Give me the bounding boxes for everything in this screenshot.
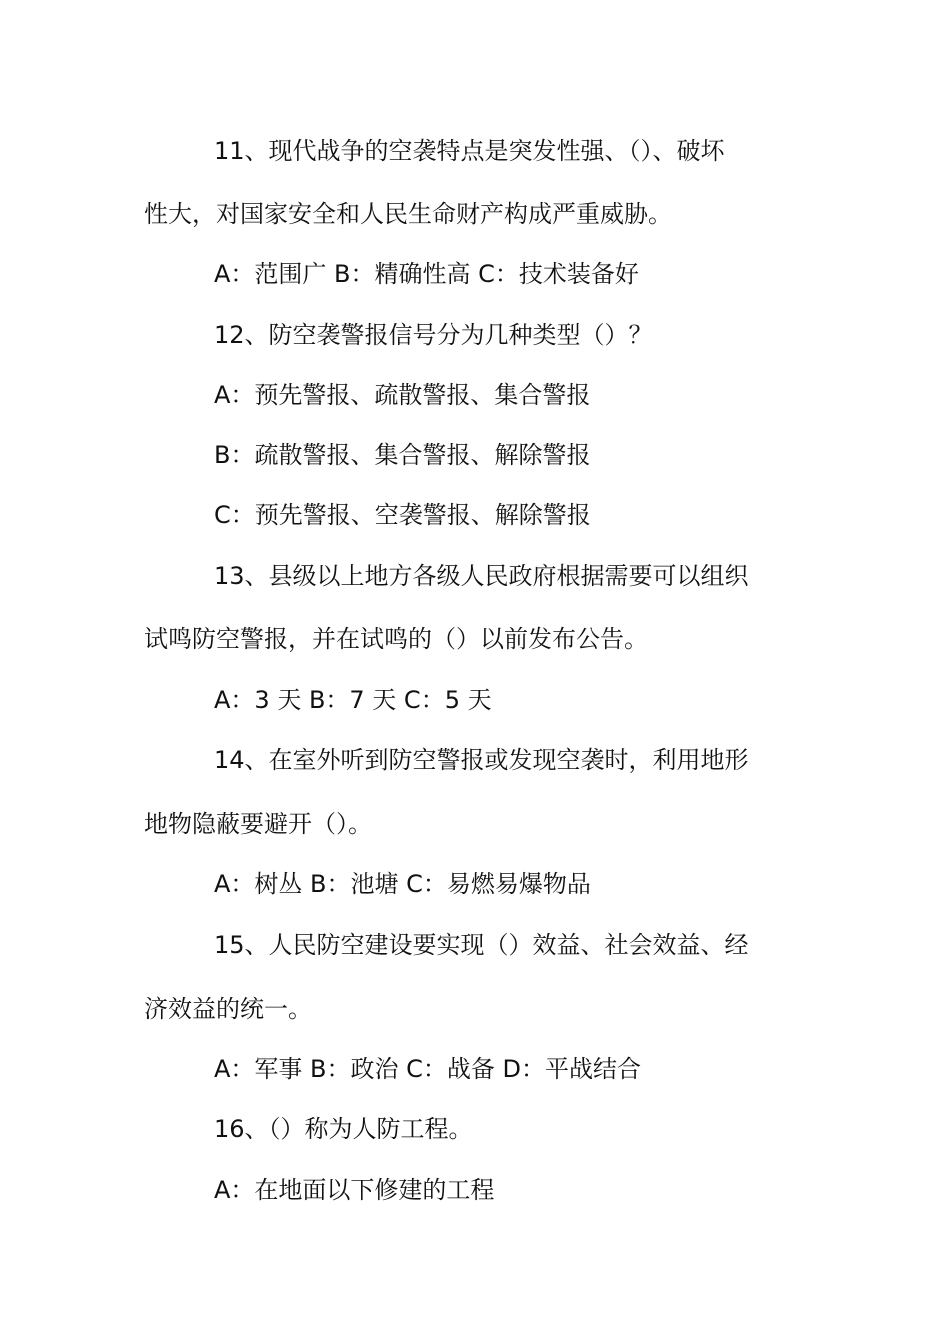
question-13-line-1: 13、县级以上地方各级人民政府根据需要可以组织 bbox=[214, 562, 749, 590]
question-14-line-2: 地物隐蔽要避开（）。 bbox=[144, 810, 372, 838]
question-13-options: A：3 天 B：7 天 C：5 天 bbox=[214, 686, 492, 714]
question-11-options: A：范围广 B：精确性高 C：技术装备好 bbox=[214, 260, 639, 288]
question-11-line-1: 11、现代战争的空袭特点是突发性强、（）、破坏 bbox=[214, 137, 725, 165]
question-12-option-b: B：疏散警报、集合警报、解除警报 bbox=[214, 441, 591, 469]
question-12-line-1: 12、防空袭警报信号分为几种类型（）？ bbox=[214, 321, 653, 349]
question-12-option-a: A：预先警报、疏散警报、集合警报 bbox=[214, 381, 591, 409]
question-12-option-c: C：预先警报、空袭警报、解除警报 bbox=[214, 501, 591, 529]
question-11-line-2: 性大，对国家安全和人民生命财产构成严重威胁。 bbox=[144, 200, 672, 228]
question-16-line-1: 16、（）称为人防工程。 bbox=[214, 1115, 473, 1143]
question-14-options: A：树丛 B：池塘 C：易燃易爆物品 bbox=[214, 870, 591, 898]
question-15-line-1: 15、人民防空建设要实现（）效益、社会效益、经 bbox=[214, 931, 749, 959]
question-13-line-2: 试鸣防空警报，并在试鸣的（）以前发布公告。 bbox=[144, 625, 648, 653]
question-15-line-2: 济效益的统一。 bbox=[144, 995, 312, 1023]
question-16-option-a: A：在地面以下修建的工程 bbox=[214, 1176, 495, 1204]
question-15-options: A：军事 B：政治 C：战备 D：平战结合 bbox=[214, 1055, 642, 1083]
question-14-line-1: 14、在室外听到防空警报或发现空袭时，利用地形 bbox=[214, 746, 749, 774]
